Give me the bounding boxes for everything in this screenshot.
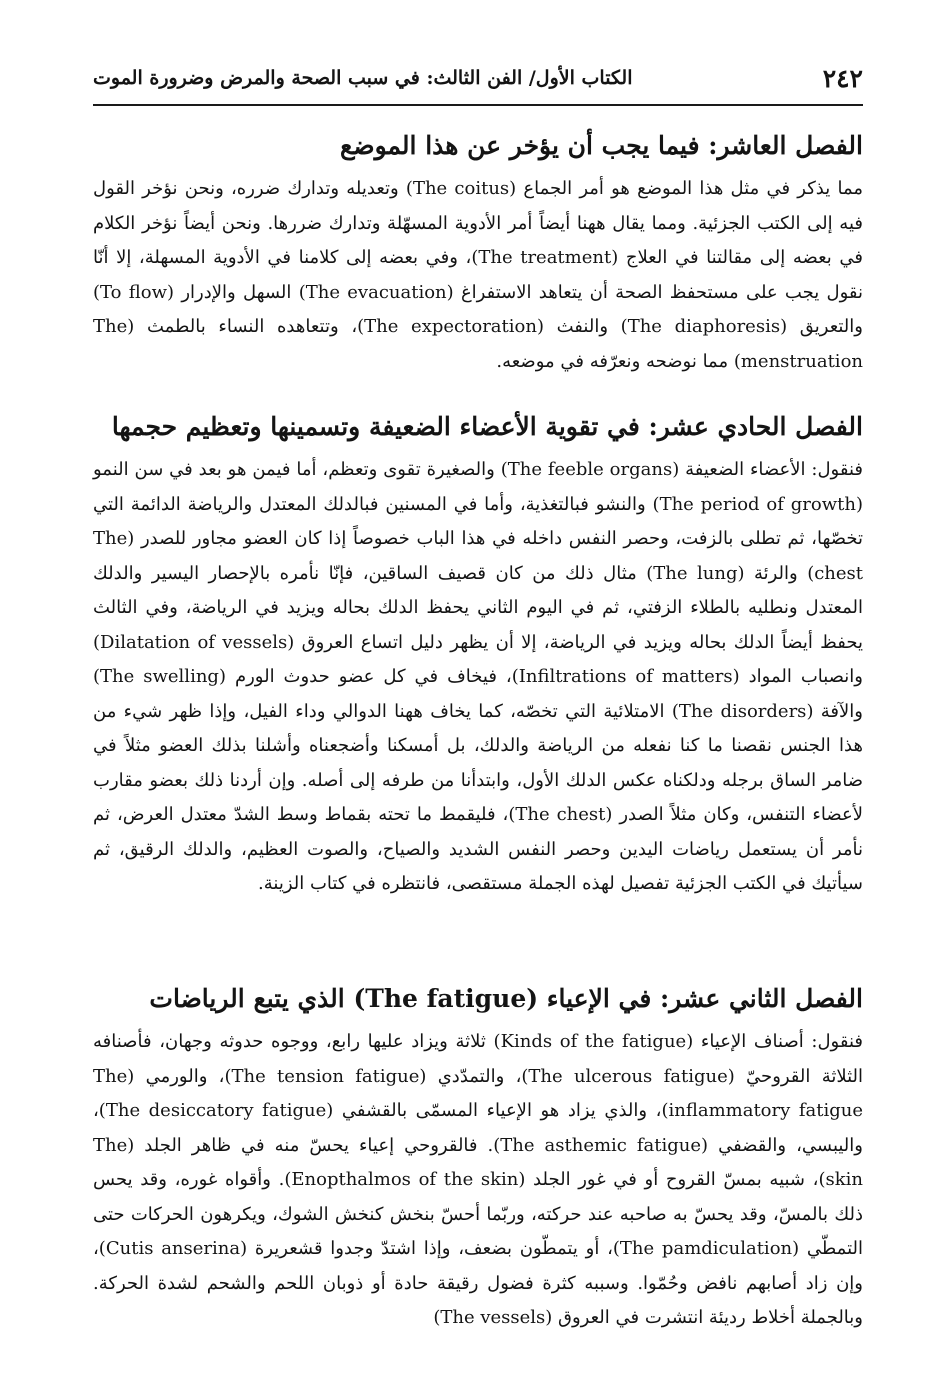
chapter-12-title: الفصل الثاني عشر: في الإعياء (The fatigue) الذي يتبع الرياضات <box>149 984 863 1013</box>
chapter-10-title: الفصل العاشر: فيما يجب أن يؤخر عن هذا الموضع <box>340 131 863 160</box>
chapter-12 <box>93 977 863 1336</box>
chapter-10 <box>93 124 863 379</box>
chapter-11 <box>93 405 863 902</box>
running-title: الكتاب الأول/ الفن الثالث: في سبب الصحة والمرض وضرورة الموت <box>93 67 633 89</box>
page-header <box>93 58 863 98</box>
page-number: ٢٤٢ <box>822 63 863 93</box>
chapter-12-body: فنقول: أصناف الإعياء (Kinds of the fatigue) ثلاثة ويزاد عليها رابع، ووجوه حدوثه وجهان، فأصنافه الثلاثة القروحيّ (The ulcerous fatigue)، والتمدّدي (The tension fatigue)، والورمي (The inflammatory fatigue)، والذي يزاد هو الإعياء المسمّى بالقشفي (The desiccatory fatigue)، واليبسي، والقضفي (The asthemic fatigue). فالقروحي إعياء يحسّ منه في ظاهر الجلد (The skin)، شبيه بمسّ القروح أو في غور الجلد (Enopthalmos of the skin). وأقواه غوره، وقد يحس ذلك بالمسّ، وقد يحسّ به صاحبه عند حركته، وربّما أحسّ بنخش كنخش الشوك، ويكرهون الحركات حتى التمطّي (The pamdiculation)، أو يتمطّون بضعف، وإذا اشتدّ وجدوا قشعريرة (Cutis anserina)، وإن زاد أصابهم نافض وحُمّوا. وسببه كثرة فضول رقيقة حادة أو ذوبان اللحم والشحم لشدة الحركة. وبالجملة أخلاط رديئة انتشرت في العروق (The vessels) <box>93 1031 864 1328</box>
header-divider <box>93 104 863 106</box>
chapter-11-body: فنقول: الأعضاء الضعيفة (The feeble organs) والصغيرة تقوى وتعظم، أما فيمن هو بعد في سن النمو (The period of growth) والنشو فبالتغذية، وأما في المسنين فبالدلك المعتدل والرياضة الدائمة التي تخصّها، ثم تطلى بالزفت، وحصر النفس داخله في هذا الباب خصوصاً إذا كان العضو مجاور للصدر (The chest) والرئة (The lung) مثال ذلك من كان قصيف الساقين، فإنّا نأمره بالإحصار اليسير والدلك المعتدل ونطليه بالطلاء الزفتي، ثم في اليوم الثاني يحفظ الدلك بحاله ويزيد في الرياضة، وفي الثالث يحفظ أيضاً الدلك بحاله ويزيد في الرياضة، إلا أن يظهر دليل اتساع العروق (Dilatation of vessels) وانصباب المواد (Infiltrations of matters)، فيخاف في كل عضو حدوث الورم (The swelling) والآفة (The disorders) الامتلائية التي تخصّه، كما يخاف ههنا الدوالي وداء الفيل، وإذا ظهر شيء من هذا الجنس نقصنا ما كنا نفعله من الرياضة والدلك، بل أمسكنا وأضجعناه وأشلنا بذلك العضو مثلاً في ضامر الساق برجله ودلكناه عكس الدلك الأول، وابتدأنا من طرفه إلى أصله. وإن أردنا ذلك بعضو مقارب لأعضاء التنفس، وكان مثلاً الصدر (The chest)، فليقمط ما تحته بقماط وسط الشدّ معتدل العرض، ثم نأمر أن يستعمل رياضات اليدين وحصر النفس الشديد والصياح، والصوت العظيم، والدلك الرقيق، ثم سيأتيك في الكتب الجزئية تفصيل لهذه الجملة مستقصى، فانتظره في كتاب الزينة. <box>93 459 864 894</box>
chapter-10-body: مما يذكر في مثل هذا الموضع هو أمر الجماع (The coitus) وتعديله وتدارك ضرره، ونحن نؤخر القول فيه إلى الكتب الجزئية. ومما يقال ههنا أيضاً أمر الأدوية المسهّلة وتدارك ضررها. ونحن أيضاً نؤخر الكلام في بعضه إلى مقالتنا في العلاج (The treatment)، وفي بعضه إلى كلامنا في الأدوية المسهلة، إلا أنّا نقول يجب على مستحفظ الصحة أن يتعاهد الاستفراغ (The evacuation) السهل والإدرار (To flow) والتعريق (The diaphoresis) والنفث (The expectoration)، وتتعاهده النساء بالطمث (The menstruation) مما نوضحه ونعرّفه في موضعه. <box>93 178 864 372</box>
chapter-11-title: الفصل الحادي عشر: في تقوية الأعضاء الضعيفة وتسمينها وتعظيم حجمها <box>111 412 863 441</box>
